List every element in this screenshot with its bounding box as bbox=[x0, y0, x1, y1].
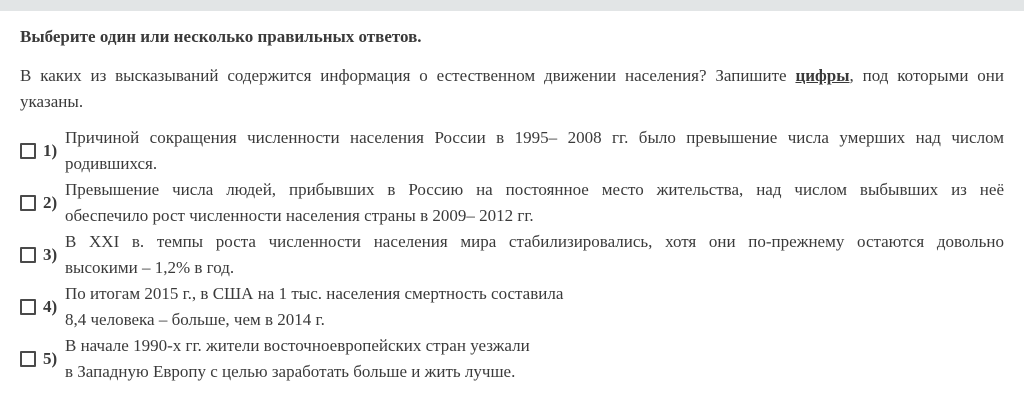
answer-option[interactable] bbox=[20, 333, 1004, 385]
answer-option[interactable] bbox=[20, 125, 1004, 177]
option-text-line: в Западную Европу с целью заработать больше и жить лучше. bbox=[65, 362, 516, 381]
option-marker bbox=[20, 297, 65, 317]
option-checkbox[interactable] bbox=[20, 299, 36, 315]
option-number: 5) bbox=[43, 349, 58, 368]
option-number: 1) bbox=[43, 141, 58, 160]
option-text bbox=[65, 125, 1004, 177]
option-text bbox=[65, 333, 1004, 385]
answer-option[interactable] bbox=[20, 229, 1004, 281]
instruction-title: Выберите один или несколько правильных ответов. bbox=[20, 27, 422, 46]
option-checkbox[interactable] bbox=[20, 351, 36, 367]
top-bar bbox=[0, 0, 1024, 11]
option-text-line: родившихся. bbox=[65, 154, 158, 173]
question-prefix: В каких из высказываний содержится информация о естественном движении населения? Запишите bbox=[20, 66, 796, 85]
emphasized-word: цифры bbox=[795, 66, 850, 85]
answer-option[interactable] bbox=[20, 177, 1004, 229]
option-number: 3) bbox=[43, 245, 58, 264]
option-marker bbox=[20, 141, 65, 161]
option-text-line: Превышение числа людей, прибывших в Россию на постоянное место жительства, над числом выбывших из неё bbox=[65, 180, 1004, 199]
question-text bbox=[20, 63, 1004, 115]
answer-options-list bbox=[20, 125, 1004, 385]
option-text bbox=[65, 281, 1004, 333]
option-text-line: В начале 1990-х гг. жители восточноевропейских стран уезжали bbox=[65, 336, 530, 355]
option-text bbox=[65, 229, 1004, 281]
option-text-line: высокими – 1,2% в год. bbox=[65, 258, 235, 277]
option-number: 2) bbox=[43, 193, 58, 212]
question-line-1 bbox=[20, 63, 1004, 89]
option-marker bbox=[20, 349, 65, 369]
question-panel bbox=[0, 11, 1024, 385]
option-checkbox[interactable] bbox=[20, 195, 36, 211]
option-text-line: обеспечило рост численности населения страны в 2009– 2012 гг. bbox=[65, 206, 534, 225]
option-text bbox=[65, 177, 1004, 229]
option-marker bbox=[20, 245, 65, 265]
option-number: 4) bbox=[43, 297, 58, 316]
option-text-line: 8,4 человека – больше, чем в 2014 г. bbox=[65, 310, 325, 329]
question-line-2: указаны. bbox=[20, 92, 84, 111]
option-marker bbox=[20, 193, 65, 213]
answer-option[interactable] bbox=[20, 281, 1004, 333]
option-checkbox[interactable] bbox=[20, 247, 36, 263]
option-text-line: Причиной сокращения численности населения России в 1995– 2008 гг. было превышение числа умерших над числом bbox=[65, 128, 1004, 147]
question-suffix: , под которыми они bbox=[849, 66, 1004, 85]
option-text-line: По итогам 2015 г., в США на 1 тыс. населения смертность составила bbox=[65, 284, 564, 303]
option-text-line: В XXI в. темпы роста численности населения мира стабилизировались, хотя они по-прежнему остаются довольно bbox=[65, 232, 1004, 251]
option-checkbox[interactable] bbox=[20, 143, 36, 159]
